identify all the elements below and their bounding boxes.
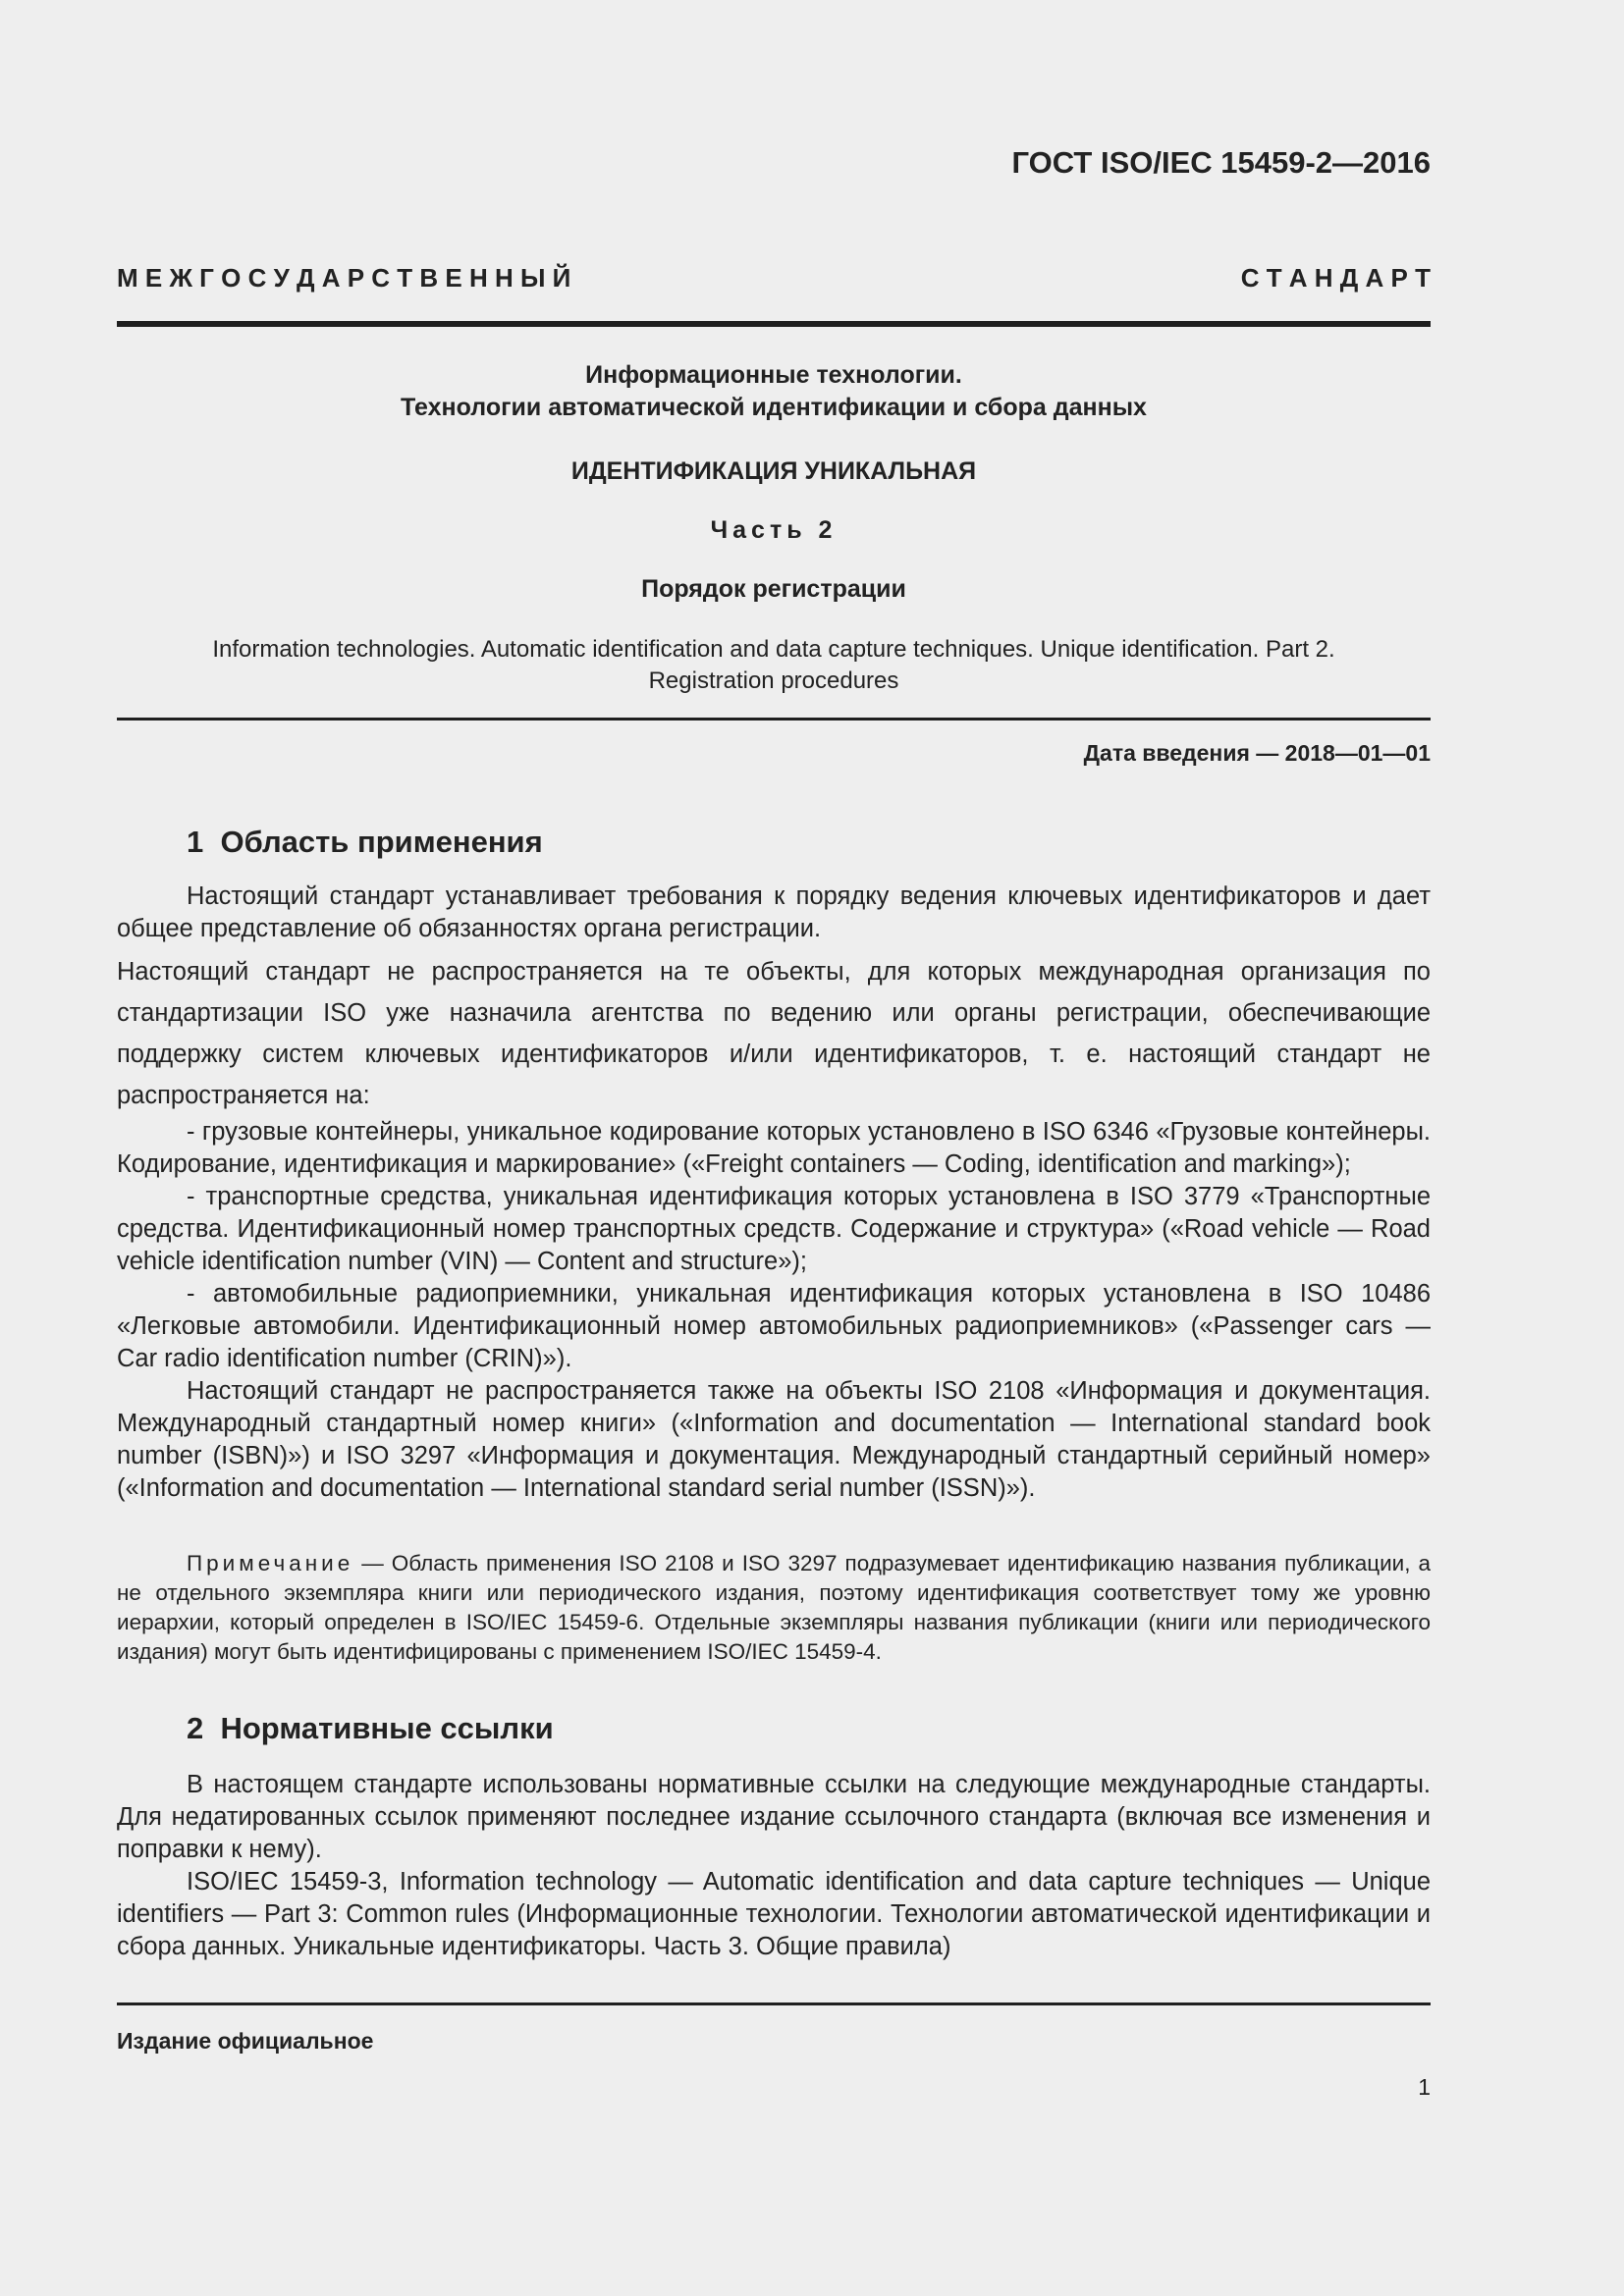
subtitle: Порядок регистрации [641,575,906,603]
paragraph: В настоящем стандарте использованы нормативные ссылки на следующие международные стандарты. Для недатированных ссылок применяют последнее издание ссылочного стандарта (включая все изменения и поправки к нему). [117,1771,1431,1863]
top-divider [117,321,1431,327]
english-title-line-1: Information technologies. Automatic identification and data capture techniques. Unique identification. Part 2. [212,636,1335,663]
title-divider [117,718,1431,721]
section-2-body [117,1769,1431,1963]
list-item: - транспортные средства, уникальная идентификация которых установлена в ISO 3779 «Транспортные средства. Идентификационный номер транспортных средств. Содержание и структура» («Road vehicle — Road vehicle identification number (VIN) — Content and structure»); [117,1183,1431,1275]
paragraph: Настоящий стандарт устанавливает требования к порядку ведения ключевых идентификаторов и дает общее представление об обязанностях органа регистрации. [117,882,1431,942]
paragraph: Настоящий стандарт не распространяется на те объекты, для которых международная организация по стандартизации ISO уже назначила агентства по ведению или органы регистрации, обеспечивающие поддержку систем ключевых идентификаторов и/или идентификаторов, т. е. настоящий стандарт не распространяется на: [117,958,1431,1109]
paragraph: Настоящий стандарт не распространяется также на объекты ISO 2108 «Информация и документация. Международный стандартный номер книги» («Information and documentation — International standard book number (ISBN)») и ISO 3297 «Информация и документация. Международный стандартный серийный номер» («Information and documentation — International standard serial number (ISSN)»). [117,1377,1431,1502]
english-title-line-2: Registration procedures [648,667,899,694]
paragraph: ISO/IEC 15459-3, Information technology — Automatic identification and data capture techniques — Unique identifiers — Part 3: Common rules (Информационные технологии. Технологии автоматической идентификации и сбора данных. Уникальные идентификаторы. Часть 3. Общие правила) [117,1868,1431,1960]
list-item: - автомобильные радиоприемники, уникальная идентификация которых установлена в ISO 10486 «Легковые автомобили. Идентификационный номер автомобильных радиоприемников» («Passenger cars — Car radio identification number (CRIN)»). [117,1280,1431,1372]
list-item: - грузовые контейнеры, уникальное кодирование которых установлено в ISO 6346 «Грузовые контейнеры. Кодирование, идентификация и маркирование» («Freight containers — Coding, identification and marking»); [117,1118,1431,1178]
note-text: — Область применения ISO 2108 и ISO 3297 подразумевает идентификацию названия публикации, а не отдельного экземпляра книги или периодического издания, поэтому идентификация соответствует тому же уровню иерархии, который определен в ISO/IEC 15459-6. Отдельные экземпляры названия публикации (книги или периодического издания) могут быть идентифицированы с применением ISO/IEC 15459-4. [117,1551,1431,1664]
section-1-heading: 1 Область применения [187,825,543,859]
title-block [117,359,1431,424]
interstate-standard-banner [117,263,1431,294]
english-title [117,634,1431,697]
part-title: Часть 2 [710,516,838,544]
standard-designation: ГОСТ ISO/IEC 15459-2—2016 [1011,145,1431,180]
standard-word: С Т А Н Д А Р Т [1240,263,1431,293]
interstate-word: М Е Ж Г О С У Д А Р С Т В Е Н Н Ы Й [117,263,571,293]
section-2-heading: 2 Нормативные ссылки [187,1711,554,1745]
footer-divider [117,2002,1431,2005]
section-1-body [117,881,1431,1505]
page-number: 1 [1418,2074,1431,2100]
title-line-2: Технологии автоматической идентификации и сбора данных [401,394,1147,421]
note-label: Примечание [187,1551,354,1575]
introduction-date: Дата введения — 2018—01—01 [1083,740,1431,766]
title-line-1: Информационные технологии. [585,361,962,389]
main-title: ИДЕНТИФИКАЦИЯ УНИКАЛЬНАЯ [570,457,977,485]
note [117,1549,1431,1667]
edition-label: Издание официальное [117,2028,374,2054]
